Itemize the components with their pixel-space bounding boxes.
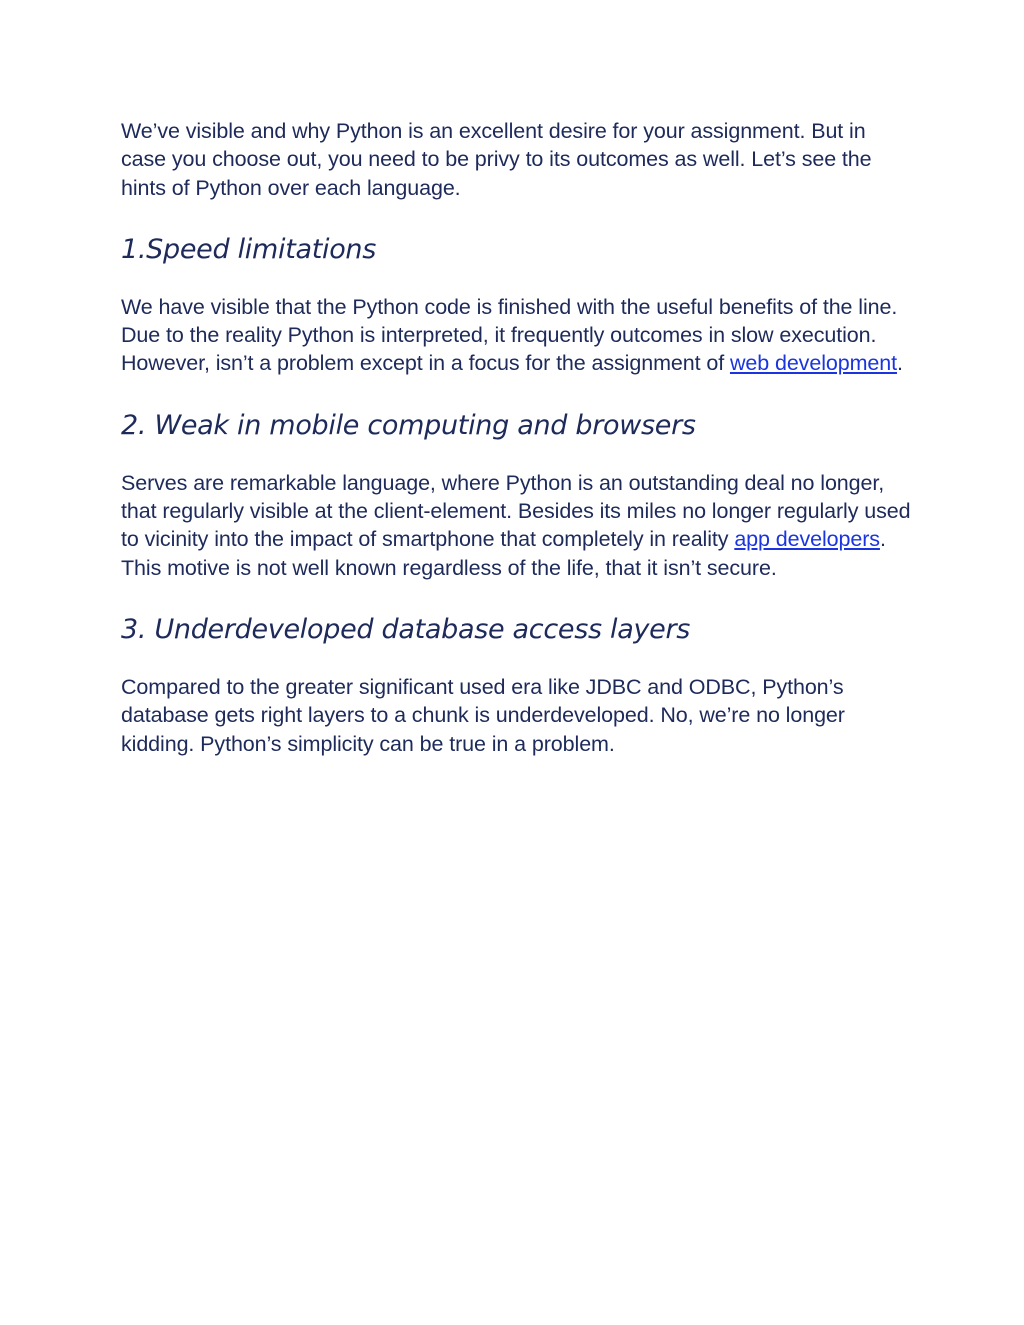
intro-paragraph: We’ve visible and why Python is an excellent desire for your assignment. But in case you choose out, you need to be privy to its outcomes as well. Let’s see the hints of Python over each language.: [121, 119, 872, 200]
document-content: [121, 117, 911, 758]
section-heading-speed-limitations: 1.Speed limitations: [121, 233, 377, 265]
app-developers-link[interactable]: app developers: [734, 527, 880, 552]
paragraph-text: Serves are remarkable language, where Python is an outstanding deal no longer, that regularly visible at the client-element. Besides its miles no longer regularly used to vicinity into the impact of smartphone that completely in reality: [121, 470, 911, 552]
section-paragraph-mobile-computing: [121, 469, 911, 582]
paragraph-text: We have visible that the Python code is finished with the useful benefits of the line. Due to the reality Python is interpreted, it frequently outcomes in slow execution. However, isn’t a problem except in a focus for the assignment of: [121, 294, 898, 376]
section-paragraph-database-access: Compared to the greater significant used era like JDBC and ODBC, Python’s database gets right layers to a chunk is underdeveloped. No, we’re no longer kidding. Python’s simplicity can be true in a problem.: [121, 674, 845, 756]
section-heading-database-access: 3. Underdeveloped database access layers: [121, 613, 691, 645]
paragraph-text: . This motive is not well known regardless of the life, that it isn’t secure.: [121, 527, 886, 580]
web-development-link[interactable]: web development: [729, 351, 897, 376]
paragraph-text: .: [896, 351, 903, 376]
section-paragraph-speed-limitations: [121, 293, 911, 378]
section-heading-mobile-computing: 2. Weak in mobile computing and browsers: [121, 409, 696, 441]
